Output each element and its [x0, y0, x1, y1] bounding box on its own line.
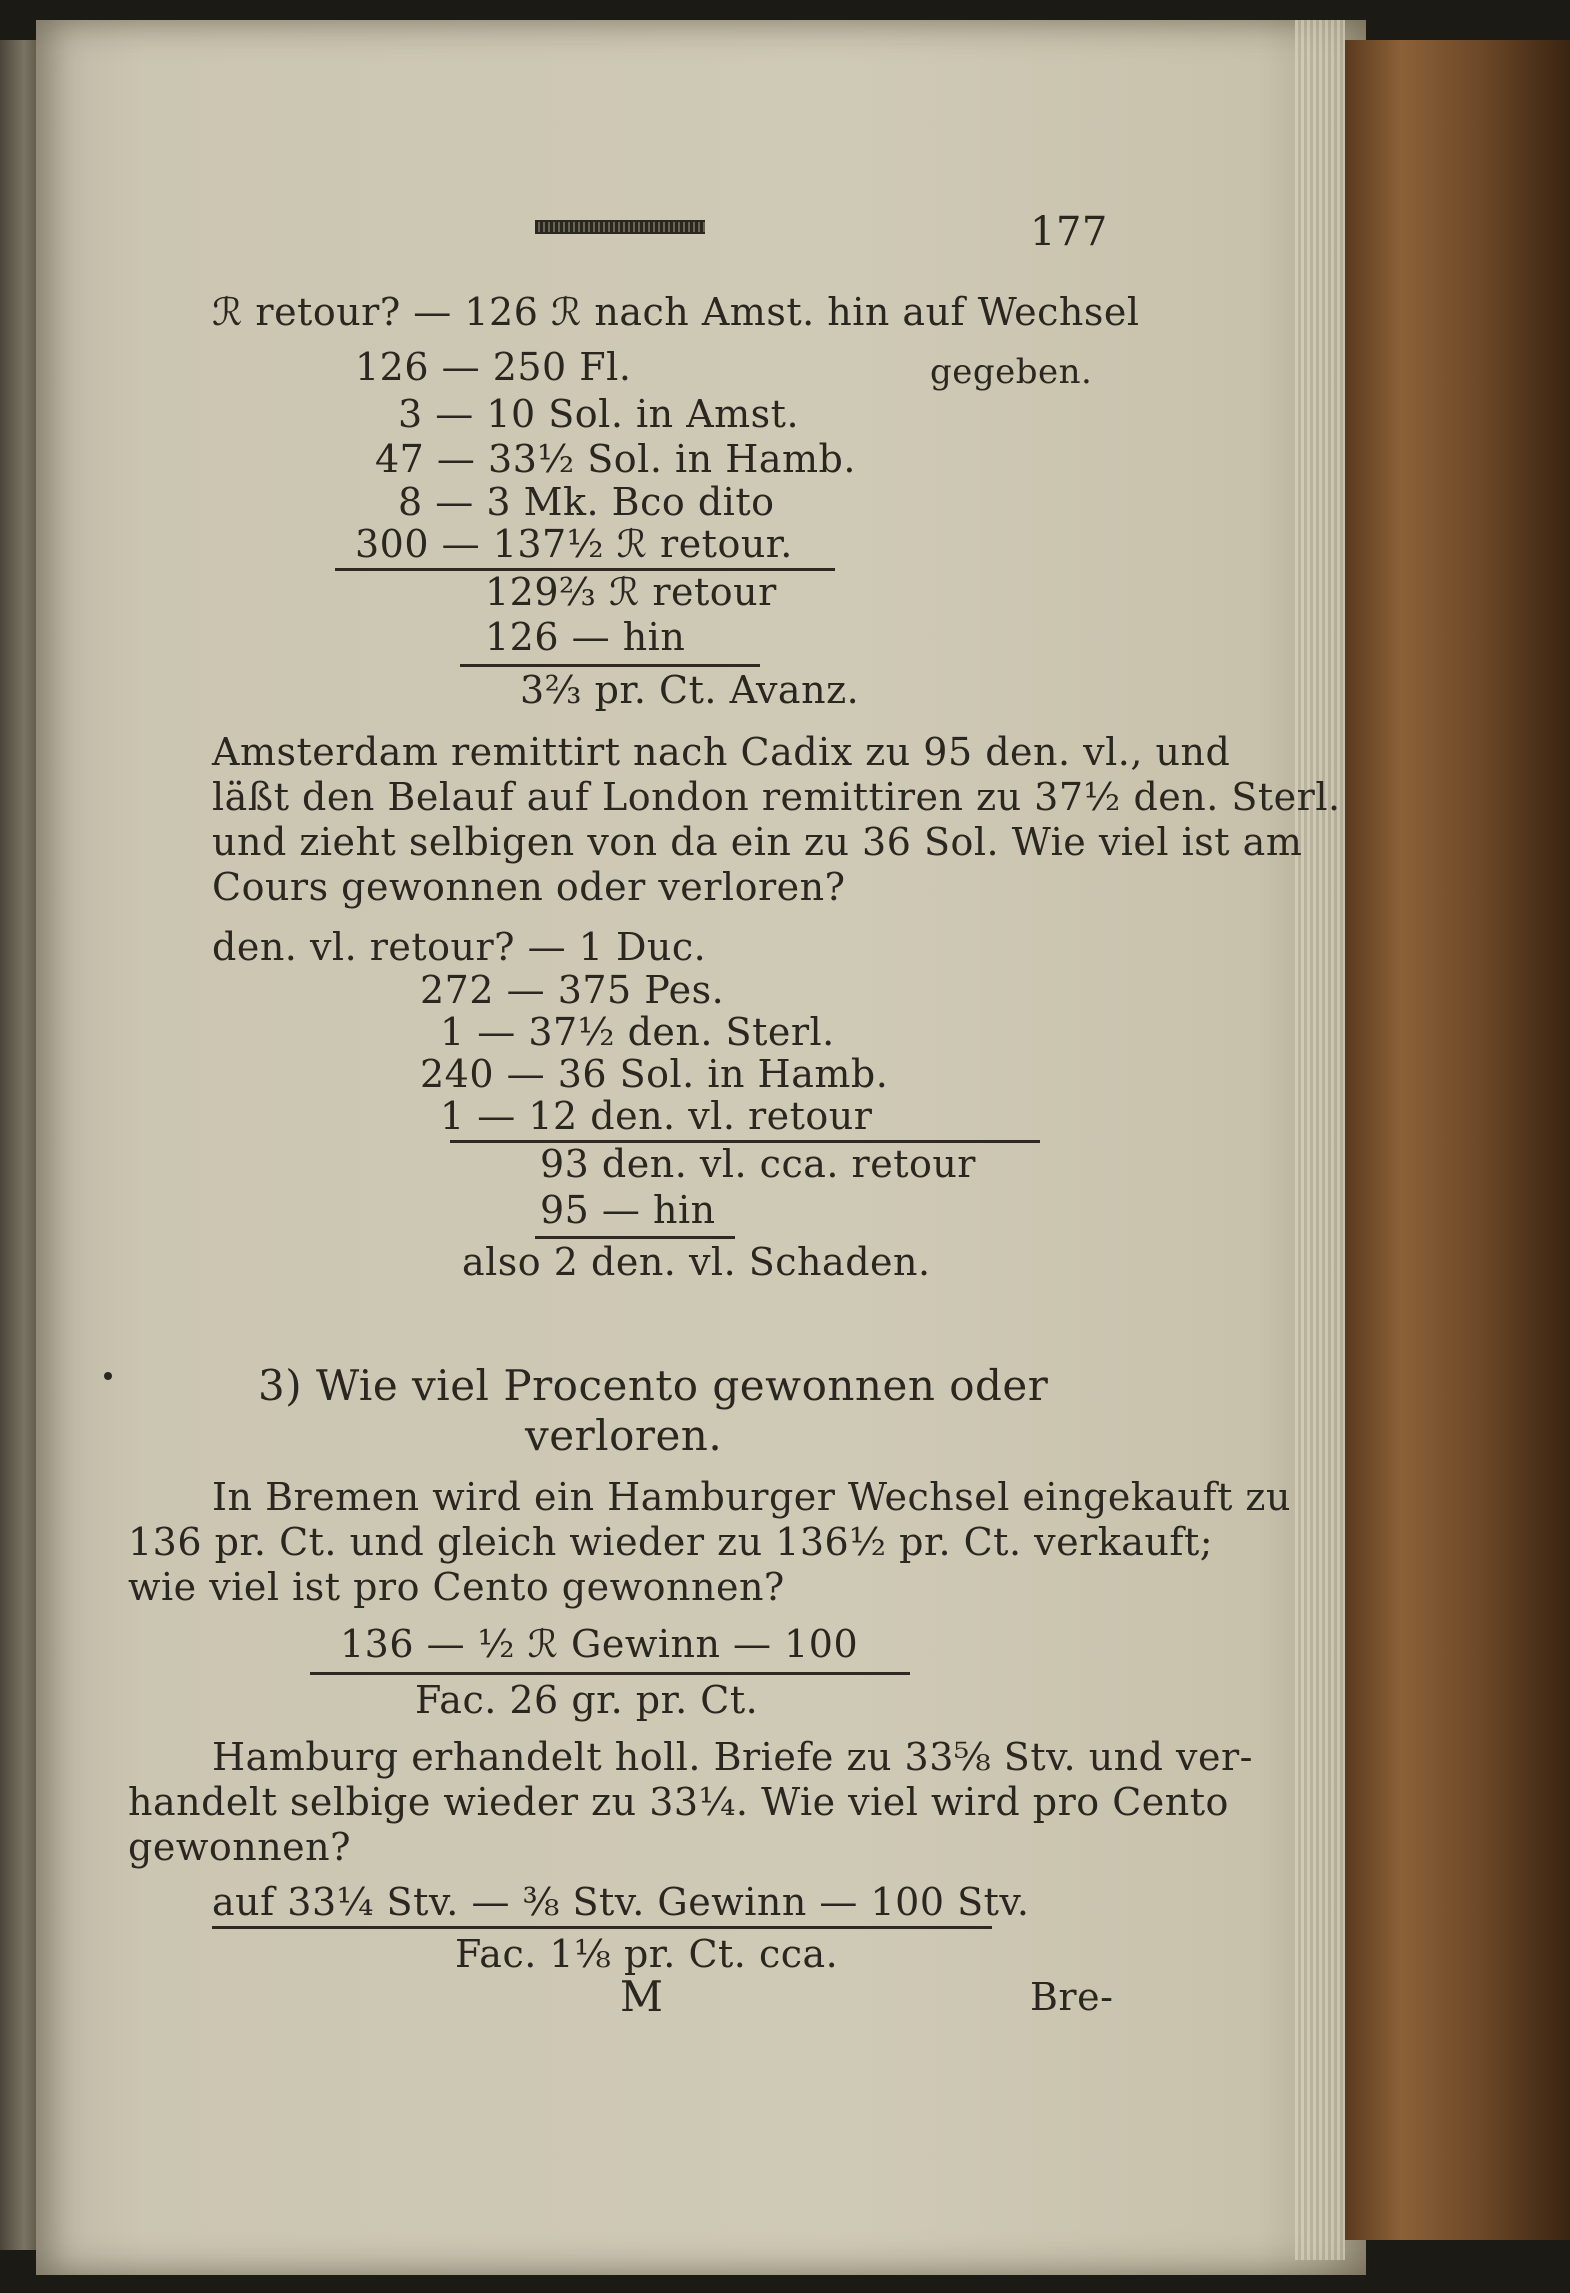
calc-line: 240 — 36 Sol. in Hamb.: [420, 1052, 889, 1096]
paragraph-line: wie viel ist pro Cento gewonnen?: [128, 1565, 785, 1609]
calc-line: 272 — 375 Pes.: [420, 968, 725, 1012]
sum-rule: [212, 1926, 992, 1929]
calc-line: ℛ retour? — 126 ℛ nach Amst. hin auf Wechsel: [212, 290, 1140, 334]
sum-rule: [535, 1236, 735, 1239]
calc-line: 126 — 250 Fl.: [355, 345, 632, 389]
calc-line: 8 — 3 Mk. Bco dito: [398, 480, 775, 524]
paragraph-line: Amsterdam remittirt nach Cadix zu 95 den. vl., und: [212, 730, 1231, 774]
calc-result: Fac. 26 gr. pr. Ct.: [415, 1678, 759, 1722]
calc-result: also 2 den. vl. Schaden.: [462, 1240, 931, 1284]
paragraph-line: 136 pr. Ct. und gleich wieder zu 136½ pr. Ct. verkauft;: [128, 1520, 1214, 1564]
calc-line: gegeben.: [930, 352, 1093, 392]
calc-result: 93 den. vl. cca. retour: [540, 1142, 976, 1186]
sum-rule: [460, 664, 760, 667]
facing-page-edge: [0, 40, 40, 2250]
header-rule: [535, 220, 705, 234]
calc-line: 1 — 37½ den. Sterl.: [440, 1010, 835, 1054]
calc-result: Fac. 1⅛ pr. Ct. cca.: [455, 1932, 839, 1976]
section-heading: 3) Wie viel Procento gewonnen oder: [258, 1361, 1049, 1410]
page-edges: [1295, 20, 1345, 2260]
paragraph-line: läßt den Belauf auf London remittiren zu 37½ den. Sterl.: [212, 775, 1341, 819]
calc-result: 129⅔ ℛ retour: [485, 570, 777, 614]
calc-result: 95 — hin: [540, 1188, 716, 1232]
calc-line: 47 — 33½ Sol. in Hamb.: [375, 437, 856, 481]
calc-line: 1 — 12 den. vl. retour: [440, 1094, 873, 1138]
signature-mark: M: [620, 1972, 664, 2021]
paragraph-line: gewonnen?: [128, 1825, 351, 1869]
calc-result: 126 — hin: [485, 615, 686, 659]
catchword: Bre-: [1030, 1975, 1114, 2019]
paragraph-line: und zieht selbigen von da ein zu 36 Sol. Wie viel ist am: [212, 820, 1303, 864]
calc-line: 300 — 137½ ℛ retour.: [355, 522, 793, 566]
calc-line: 3 — 10 Sol. in Amst.: [398, 392, 800, 436]
calc-result: 3⅔ pr. Ct. Avanz.: [520, 668, 860, 712]
book-cover: [1345, 40, 1570, 2240]
calc-line: 136 — ½ ℛ Gewinn — 100: [340, 1622, 859, 1666]
margin-dot: [104, 1372, 112, 1380]
sum-rule: [310, 1672, 910, 1675]
section-heading: verloren.: [525, 1411, 723, 1460]
paragraph-line: handelt selbige wieder zu 33¼. Wie viel wird pro Cento: [128, 1780, 1229, 1824]
paragraph-line: In Bremen wird ein Hamburger Wechsel eingekauft zu: [212, 1475, 1291, 1519]
page-number: 177: [1030, 209, 1108, 255]
paragraph-line: Hamburg erhandelt holl. Briefe zu 33⅝ Stv. und ver-: [212, 1735, 1254, 1779]
calc-line: den. vl. retour? — 1 Duc.: [212, 925, 707, 969]
paragraph-line: Cours gewonnen oder verloren?: [212, 865, 846, 909]
calc-line: auf 33¼ Stv. — ⅜ Stv. Gewinn — 100 Stv.: [212, 1880, 1030, 1924]
